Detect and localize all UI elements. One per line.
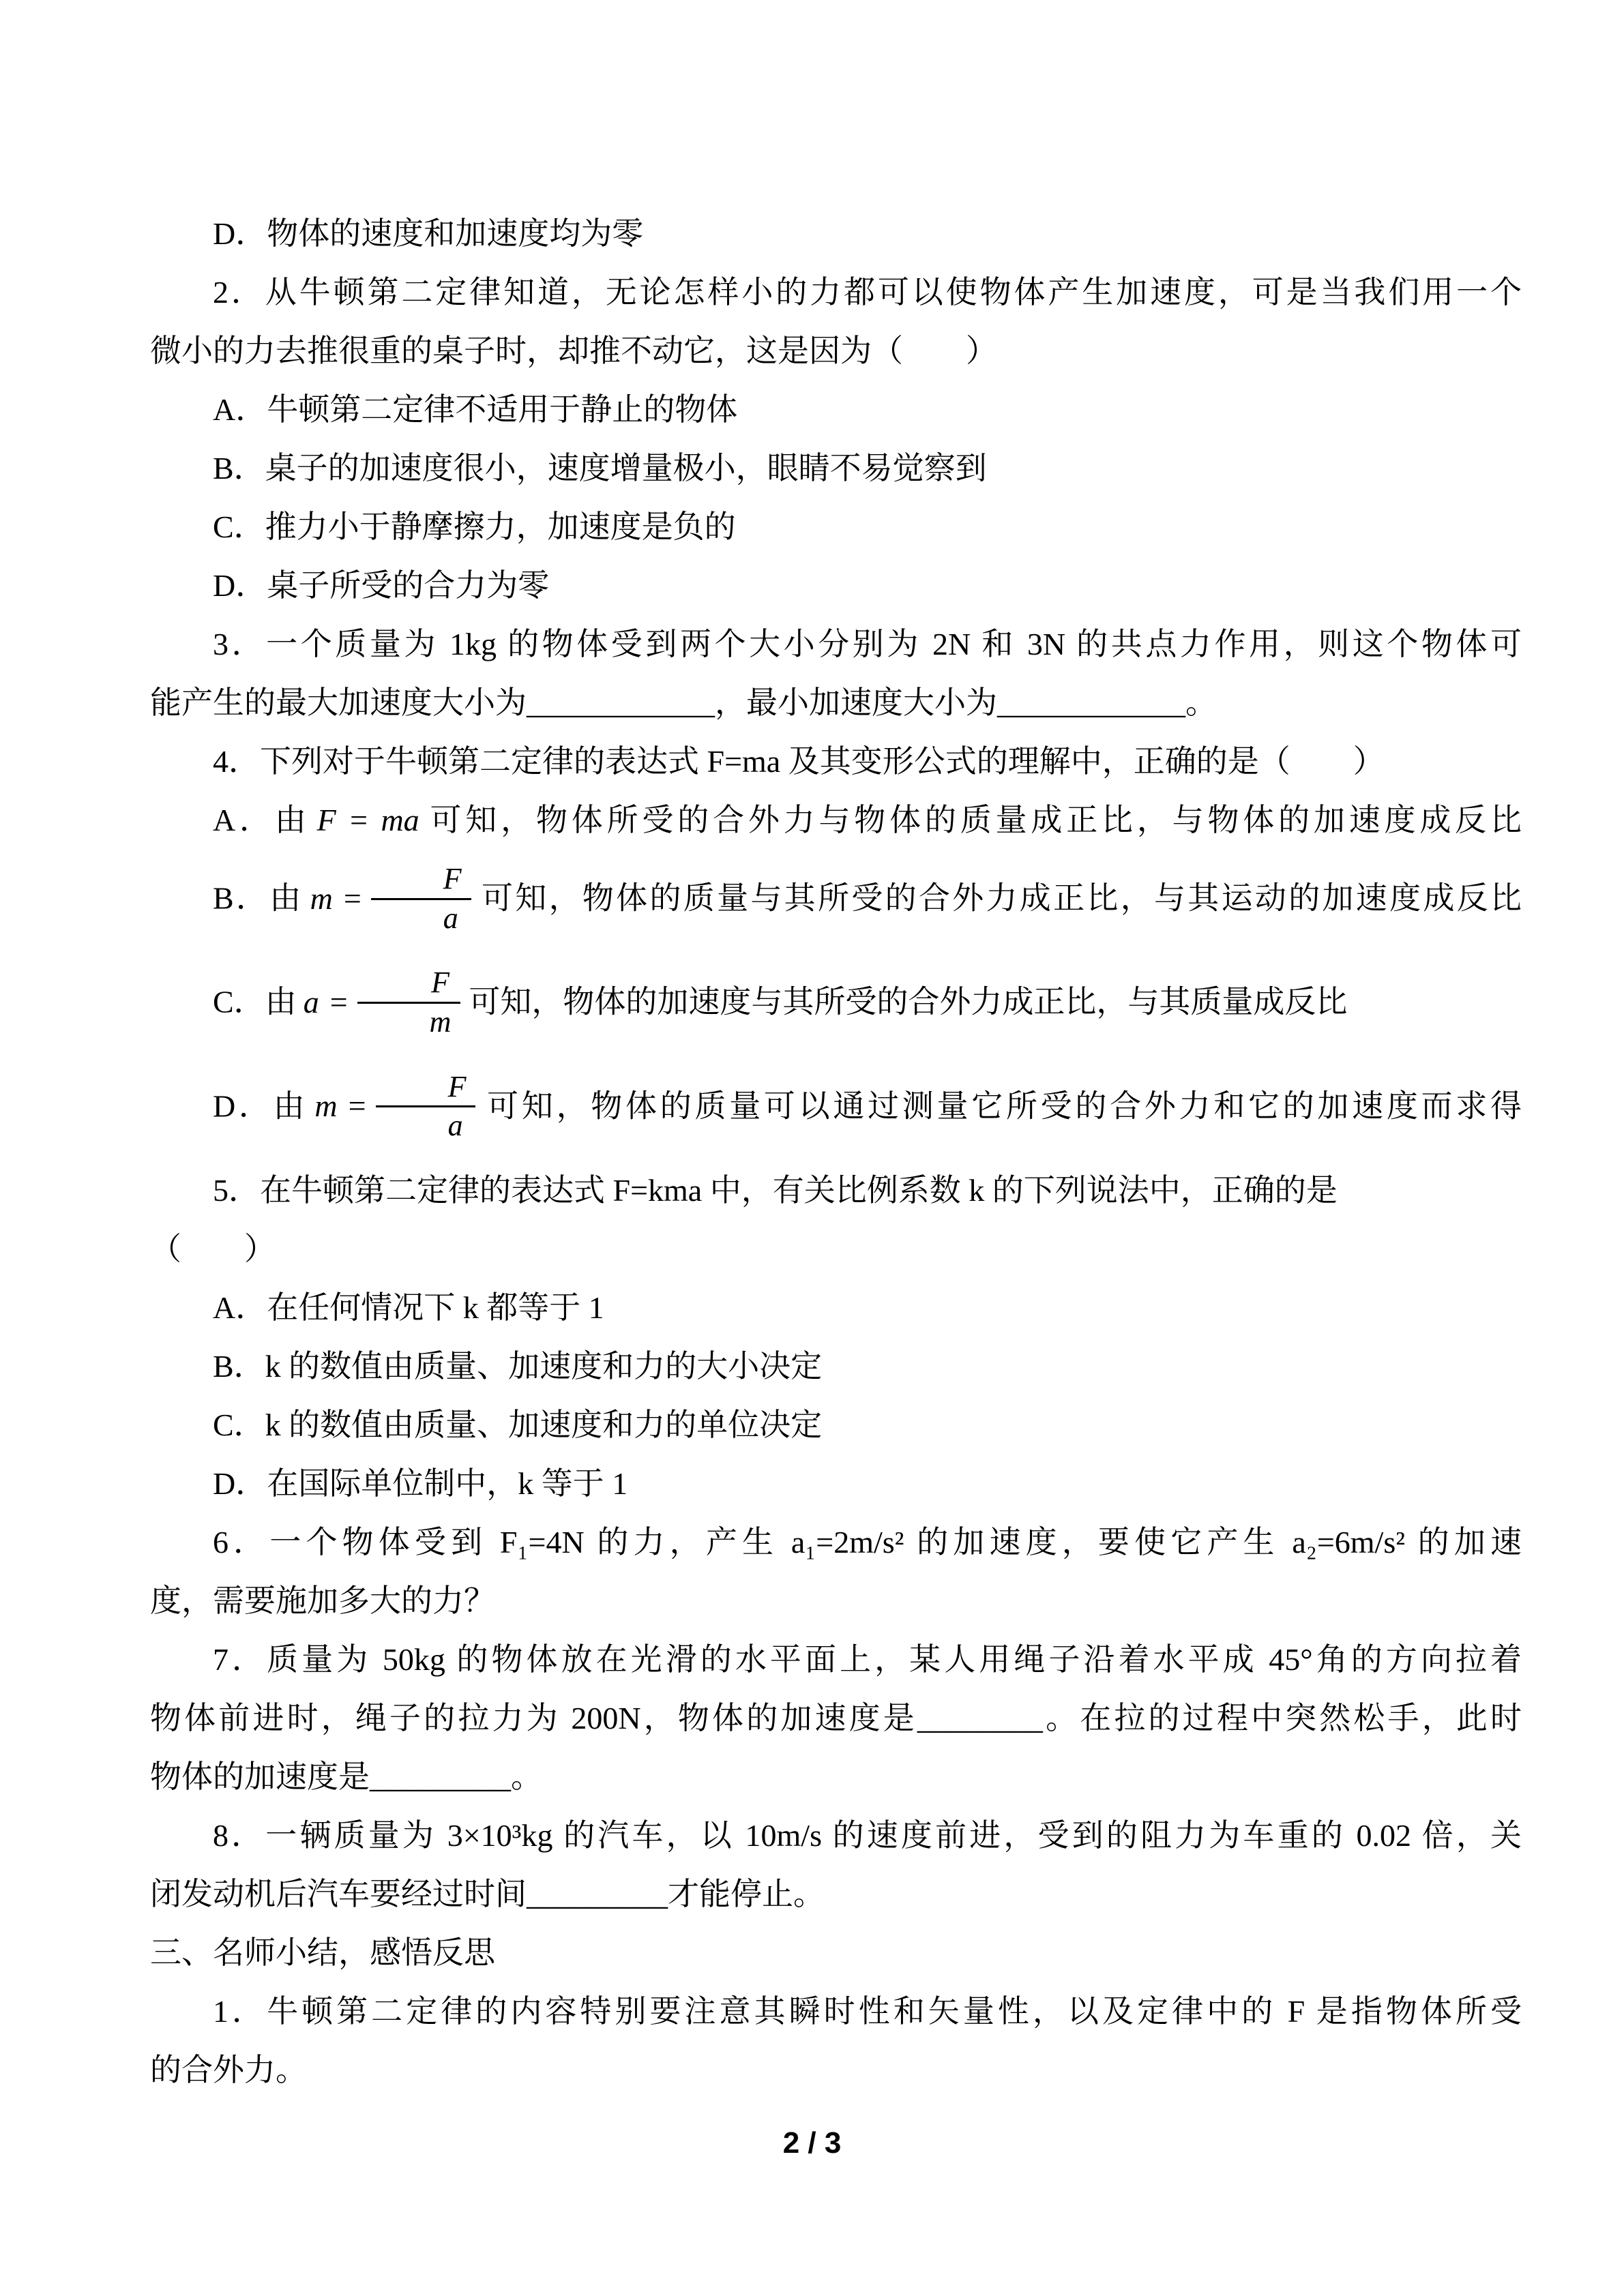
fraction-numerator: F xyxy=(371,863,471,900)
q5-option-d: D．在国际单位制中，k 等于 1 xyxy=(213,1465,628,1501)
fraction xyxy=(371,863,471,934)
q3-stem-line1: 3．一个质量为 1kg 的物体受到两个大小分别为 2N 和 3N 的共点力作用，则这个物体可 xyxy=(213,627,1522,661)
option-text: 可知，物体的质量可以通过测量它所受的合外力和它的加速度而求得 xyxy=(484,1088,1522,1124)
fraction xyxy=(357,967,461,1038)
q5-option-b: B．k 的数值由质量、加速度和力的大小决定 xyxy=(213,1348,823,1384)
fraction-numerator: F xyxy=(376,1071,476,1108)
q6-stem-line2: 度，需要施加多大的力？ xyxy=(150,1583,495,1618)
q2-option-a: A．牛顿第二定律不适用于静止的物体 xyxy=(213,392,738,427)
q4-option-c xyxy=(150,953,1522,1057)
summary-point-1-line1: 1．牛顿第二定律的内容特别要注意其瞬时性和矢量性，以及定律中的 F 是指物体所受 xyxy=(213,1993,1522,2029)
q8-stem-line2-blank: 闭发动机后汽车要经过时间_________才能停止。 xyxy=(150,1876,825,1911)
summary-point-1-line2: 的合外力。 xyxy=(150,2052,307,2087)
option-text: 可知，物体的质量与其所受的合外力成正比，与其运动的加速度成反比 xyxy=(479,880,1522,916)
q6-stem-line1: 6．一个物体受到 F₁=4N 的力，产生 a₁=2m/s² 的加速度，要使它产生 a₂=6m/s² 的加速 xyxy=(213,1524,1522,1560)
option-text: 可知，物体所受的合外力与物体的质量成正比，与物体的加速度成反比 xyxy=(426,803,1522,837)
q1-option-d: D．物体的速度和加速度均为零 xyxy=(213,216,644,251)
fraction xyxy=(376,1071,476,1142)
q4-option-b xyxy=(150,850,1522,953)
equals-sign: = xyxy=(343,880,361,916)
fraction-denominator: a xyxy=(443,901,458,935)
q2-option-c: C．推力小于静摩擦力，加速度是负的 xyxy=(213,509,736,544)
q8-stem-line1: 8．一辆质量为 3×10³kg 的汽车，以 10m/s 的速度前进，受到的阻力为车重的 0.02 倍，关 xyxy=(213,1817,1522,1853)
q2-option-b: B．桌子的加速度很小，速度增量极小，眼睛不易觉察到 xyxy=(213,451,987,486)
q7-stem-line3-blank: 物体的加速度是_________。 xyxy=(150,1759,542,1794)
fraction-denominator: a xyxy=(447,1109,463,1143)
worksheet-body xyxy=(150,205,1522,2100)
q4-option-d xyxy=(150,1058,1522,1161)
math-variable: a xyxy=(303,984,319,1019)
option-text: 可知，物体的加速度与其所受的合外力成正比，与其质量成反比 xyxy=(469,984,1348,1019)
option-label: A．由 xyxy=(213,803,310,837)
option-label: C．由 xyxy=(213,984,297,1019)
math-variable: m xyxy=(310,880,333,916)
q4-stem: 4．下列对于牛顿第二定律的表达式 F=ma 及其变形公式的理解中，正确的是（ ） xyxy=(213,744,1385,779)
q7-stem-line1: 7．质量为 50kg 的物体放在光滑的水平面上，某人用绳子沿着水平成 45°角的方向拉着 xyxy=(213,1641,1522,1677)
page-number: 2 / 3 xyxy=(782,2126,842,2160)
section-3-heading: 三、名师小结，感悟反思 xyxy=(150,1935,495,1970)
option-label: D．由 xyxy=(213,1088,308,1124)
q5-option-a: A．在任何情况下 k 都等于 1 xyxy=(213,1289,604,1325)
math-expression: F = ma xyxy=(316,803,419,837)
q4-option-a xyxy=(150,791,1522,850)
q3-stem-line2-blanks: 能产生的最大加速度大小为____________，最小加速度大小为____________。 xyxy=(150,685,1217,720)
q2-option-d: D．桌子所受的合力为零 xyxy=(213,568,550,603)
q5-stem-line2: （ ） xyxy=(150,1231,276,1266)
option-label: B．由 xyxy=(213,880,304,916)
math-variable: m xyxy=(314,1088,338,1124)
fraction-denominator: m xyxy=(429,1004,452,1039)
q5-stem-line1: 5．在牛顿第二定律的表达式 F=kma 中，有关比例系数 k 的下列说法中，正确的是 xyxy=(213,1172,1338,1208)
fraction-numerator: F xyxy=(357,967,461,1004)
q5-option-c: C．k 的数值由质量、加速度和力的单位决定 xyxy=(213,1407,823,1442)
equals-sign: = xyxy=(348,1088,366,1124)
equals-sign: = xyxy=(329,984,348,1019)
q2-stem-line2: 微小的力去推很重的桌子时，却推不动它，这是因为（ ） xyxy=(150,333,997,368)
q2-stem-line1: 2．从牛顿第二定律知道，无论怎样小的力都可以使物体产生加速度，可是当我们用一个 xyxy=(213,275,1522,310)
q7-stem-line2-blank: 物体前进时，绳子的拉力为 200N，物体的加速度是________。在拉的过程中突然松手，此时 xyxy=(150,1700,1522,1735)
